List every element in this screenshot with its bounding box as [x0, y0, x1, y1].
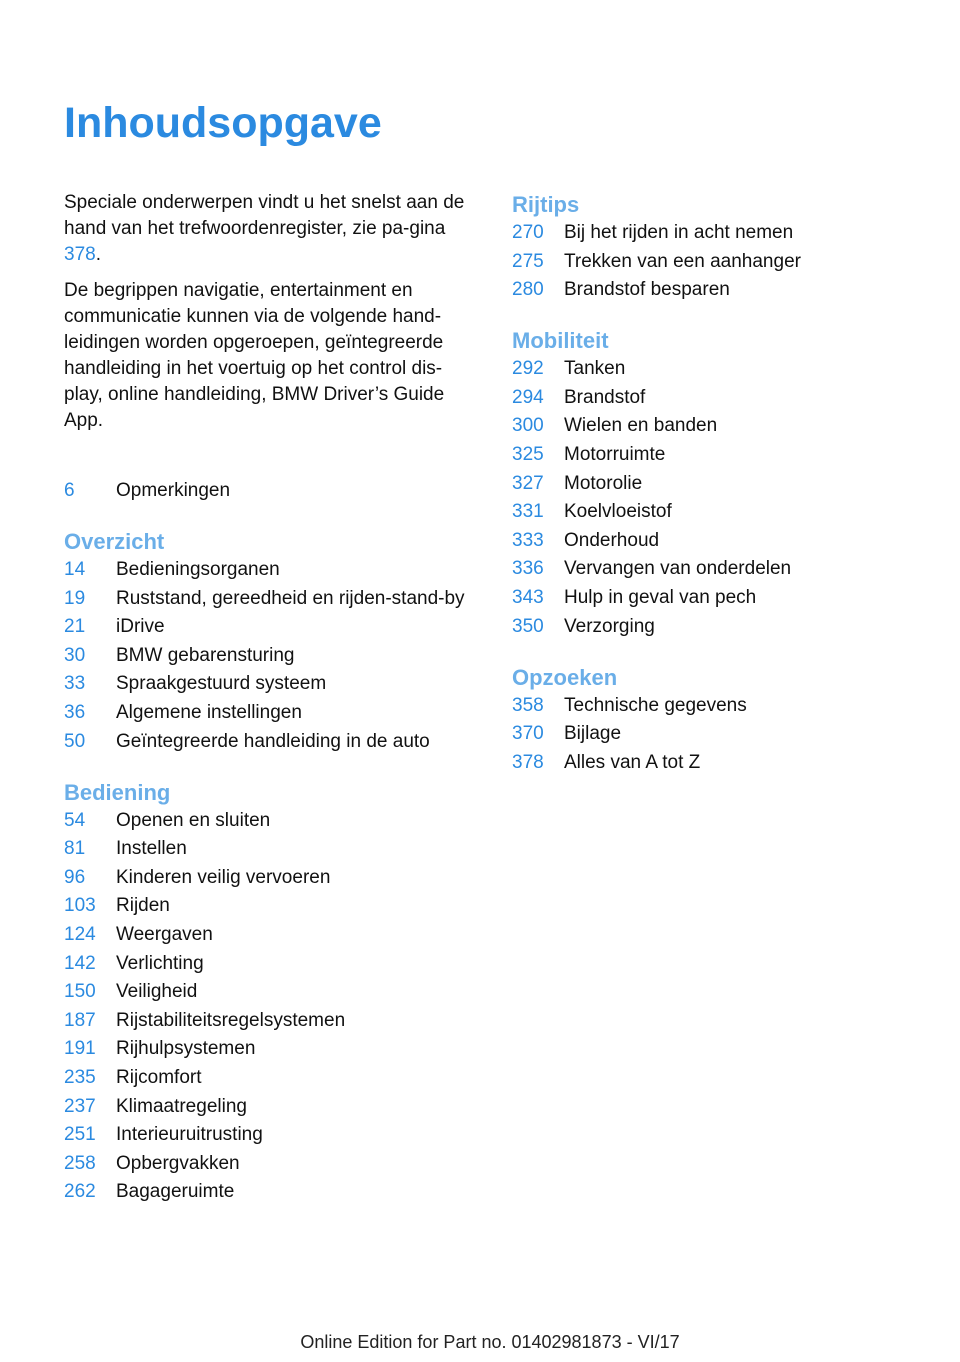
entry-label: Bagageruimte [116, 1181, 235, 1203]
toc-entry[interactable] [64, 586, 474, 612]
toc-entry[interactable] [64, 614, 474, 640]
toc-entry[interactable] [512, 442, 912, 468]
page-number-link[interactable]: 270 [512, 222, 544, 243]
page-number-link[interactable]: 300 [512, 415, 544, 437]
toc-entry[interactable] [64, 643, 474, 669]
page-number-link[interactable]: 331 [512, 501, 544, 523]
page-number-link[interactable]: 96 [64, 866, 86, 888]
toc-entry[interactable] [64, 865, 474, 891]
entry-label: Rijden [116, 895, 170, 917]
page-number-link[interactable]: 294 [512, 386, 544, 408]
entry-label: Trekken van een aanhanger [564, 250, 801, 272]
toc-entry[interactable] [64, 1065, 474, 1091]
page-footer: Online Edition for Part no. 01402981873 - VI/17 [300, 1332, 680, 1352]
toc-entry[interactable] [512, 385, 912, 411]
entry-label: Opbergvakken [116, 1152, 240, 1174]
intro-text [64, 190, 470, 444]
toc-section [64, 478, 474, 504]
toc-entry[interactable] [512, 528, 912, 554]
entry-label: Tanken [564, 358, 626, 380]
entry-label: Kinderen veilig vervoeren [116, 866, 331, 888]
toc-entry[interactable] [512, 750, 912, 776]
entry-label: Bijlage [564, 723, 622, 745]
entry-label: Openen en sluiten [116, 809, 271, 831]
page-number-link[interactable]: 30 [64, 644, 86, 666]
page-number-link[interactable]: 81 [64, 838, 86, 860]
toc-section [512, 326, 912, 639]
entry-label: Bedieningsorganen [116, 559, 280, 580]
entry-label: Brandstof [564, 386, 646, 408]
toc-entry[interactable] [64, 1179, 474, 1205]
toc-entry[interactable] [64, 1094, 474, 1120]
entry-label: Technische gegevens [564, 694, 747, 716]
intro-text-start: Speciale onderwerpen vindt u het snelst aan de hand van het trefwoordenregister, zie pa‐gina [64, 192, 465, 239]
page-number-link[interactable]: 327 [512, 472, 544, 494]
entry-label: Verlichting [116, 952, 204, 974]
page-number-link[interactable]: 187 [64, 1009, 96, 1031]
section-heading: Overzicht [64, 529, 165, 554]
page-number-link[interactable]: 292 [512, 358, 544, 380]
entry-label: Rijstabiliteitsregelsystemen [116, 1009, 346, 1031]
entry-label: Vervangen van onderdelen [564, 558, 792, 580]
entry-label: Veiligheid [116, 981, 198, 1003]
index-page-link[interactable]: 378 [64, 244, 96, 265]
entry-label: Rijcomfort [116, 1066, 202, 1088]
page-number-link[interactable]: 191 [64, 1038, 96, 1060]
intro-paragraph-1 [64, 190, 470, 268]
page-number-link[interactable]: 358 [512, 694, 544, 716]
toc-entry[interactable] [64, 1122, 474, 1148]
entry-label: Motorruimte [564, 443, 666, 465]
page-number-link[interactable]: 33 [64, 673, 86, 695]
page-number-link[interactable]: 237 [64, 1095, 96, 1117]
toc-entry[interactable] [512, 693, 912, 719]
page-number-link[interactable]: 325 [512, 443, 544, 465]
toc-entry[interactable] [64, 557, 474, 583]
toc-entry[interactable] [512, 556, 912, 582]
entry-label: Verzorging [564, 615, 655, 637]
page-number-link[interactable]: 6 [64, 480, 75, 501]
toc-entry[interactable] [64, 1151, 474, 1177]
toc-entry[interactable] [64, 808, 474, 834]
toc-entry[interactable] [512, 413, 912, 439]
entry-label: Spraakgestuurd systeem [116, 673, 327, 695]
toc-entry[interactable] [512, 249, 912, 275]
toc-entry[interactable] [512, 499, 912, 525]
entry-label: Algemene instellingen [116, 701, 302, 723]
toc-entry[interactable] [64, 1008, 474, 1034]
page-number-link[interactable]: 280 [512, 279, 544, 301]
section-heading: Opzoeken [512, 664, 618, 690]
entry-label: Alles van A tot Z [564, 751, 701, 773]
entry-label: Wielen en banden [564, 415, 718, 437]
toc-entry[interactable] [64, 729, 474, 755]
entry-label: Motorolie [564, 472, 643, 494]
page-number-link[interactable]: 54 [64, 809, 86, 831]
toc-entry[interactable] [64, 700, 474, 726]
entry-label: iDrive [116, 616, 165, 638]
section-heading: Rijtips [512, 192, 580, 217]
toc-section [512, 190, 912, 303]
intro-text-end: . [95, 244, 101, 265]
page-number-link[interactable]: 36 [64, 701, 86, 723]
page-number-link[interactable]: 124 [64, 923, 96, 945]
entry-label: Rijhulpsystemen [116, 1038, 256, 1060]
page-number-link[interactable]: 370 [512, 723, 544, 745]
page-number-link[interactable]: 14 [64, 559, 86, 580]
toc-entry[interactable] [64, 951, 474, 977]
toc-entry[interactable] [64, 836, 474, 862]
toc-section [64, 778, 474, 1206]
page-number-link[interactable]: 21 [64, 616, 86, 638]
page-number-link[interactable]: 350 [512, 615, 544, 637]
page-number-link[interactable]: 275 [512, 250, 544, 272]
entry-label: Instellen [116, 838, 187, 860]
page-number-link[interactable]: 103 [64, 895, 96, 917]
toc-right-column [512, 190, 912, 799]
toc-entry[interactable] [512, 471, 912, 497]
page-number-link[interactable]: 378 [512, 751, 544, 773]
toc-entry[interactable] [64, 922, 474, 948]
entry-label: Hulp in geval van pech [564, 586, 757, 608]
toc-entry[interactable] [512, 220, 912, 246]
toc-entry[interactable] [512, 721, 912, 747]
toc-entry[interactable] [64, 1036, 474, 1062]
toc-entry[interactable] [512, 277, 912, 303]
toc-entry[interactable] [64, 671, 474, 697]
entry-label: BMW gebarensturing [116, 644, 295, 666]
toc-entry[interactable] [64, 478, 474, 504]
entry-label: Weergaven [116, 923, 213, 945]
entry-label: Ruststand, gereedheid en rijden-stand-by [116, 587, 465, 609]
page-number-link[interactable]: 150 [64, 981, 96, 1003]
entry-label: Onderhoud [564, 529, 660, 551]
page-number-link[interactable]: 336 [512, 558, 544, 580]
entry-label: Bij het rijden in acht nemen [564, 222, 794, 243]
toc-section [64, 527, 474, 755]
entry-label: Klimaatregeling [116, 1095, 247, 1117]
toc-entry[interactable] [512, 356, 912, 382]
page-number-link[interactable]: 19 [64, 587, 86, 609]
page-number-link[interactable]: 142 [64, 952, 96, 974]
page-number-link[interactable]: 251 [64, 1124, 96, 1146]
entry-label: Koelvloeistof [564, 501, 672, 523]
entry-label: Interieuruitrusting [116, 1124, 263, 1146]
entry-label: Brandstof besparen [564, 279, 730, 301]
toc-entry[interactable] [64, 979, 474, 1005]
entry-label: Opmerkingen [116, 480, 231, 501]
toc-entry[interactable] [512, 585, 912, 611]
toc-left-column [64, 478, 474, 1228]
page-number-link[interactable]: 50 [64, 730, 86, 752]
page-number-link[interactable]: 258 [64, 1152, 96, 1174]
page-number-link[interactable]: 343 [512, 586, 544, 608]
page-number-link[interactable]: 262 [64, 1181, 96, 1203]
page-number-link[interactable]: 235 [64, 1066, 96, 1088]
page-title: Inhoudsopgave [64, 99, 382, 147]
toc-entry[interactable] [64, 893, 474, 919]
section-heading: Mobiliteit [512, 328, 609, 354]
toc-entry[interactable] [512, 614, 912, 640]
section-heading: Bediening [64, 779, 171, 805]
intro-paragraph-2: De begrippen navigatie, entertainment en communicatie kunnen via de volgende hand‐leidingen worden opgeroepen, geïntegreerde handleiding in het voertuig op het control dis‐play, online handleiding, BMW Driver’s Guide App. [64, 280, 445, 431]
entry-label: Geïntegreerde handleiding in de auto [116, 730, 430, 752]
page-number-link[interactable]: 333 [512, 529, 544, 551]
toc-section [512, 663, 912, 776]
